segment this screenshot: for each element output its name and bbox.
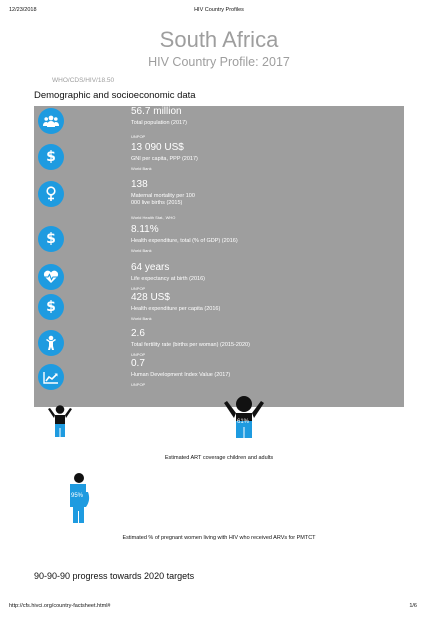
row-label: Total population (2017) bbox=[131, 120, 187, 126]
row-source: UNPOP bbox=[131, 382, 146, 387]
print-date: 12/23/2018 bbox=[9, 7, 37, 13]
row-source: UNPOP bbox=[131, 352, 146, 357]
row-source: UNPOP bbox=[131, 286, 146, 291]
demographic-heading: Demographic and socioeconomic data bbox=[34, 90, 196, 101]
print-page-title: HIV Country Profiles bbox=[194, 7, 244, 13]
demographic-row bbox=[34, 224, 404, 262]
ninety-heading: 90-90-90 progress towards 2020 targets bbox=[34, 571, 195, 581]
pmtct-caption: Estimated % of pregnant women living with HIV who received ARVs for PMTCT bbox=[122, 535, 316, 541]
row-source: World Bank bbox=[131, 166, 152, 171]
row-value: 428 US$ bbox=[131, 292, 170, 303]
profile-subtitle: HIV Country Profile: 2017 bbox=[148, 55, 290, 69]
row-source: World Health Stat., WHO bbox=[131, 215, 176, 220]
dollar-icon: $ bbox=[38, 144, 64, 170]
demographic-row bbox=[34, 142, 404, 180]
demographic-row bbox=[34, 292, 404, 330]
row-label: Maternal mortality per 100 000 live births (2015) bbox=[131, 193, 195, 206]
row-label: Life expectancy at birth (2016) bbox=[131, 276, 205, 282]
demographic-row bbox=[34, 106, 404, 144]
pregnant-woman-icon bbox=[67, 473, 91, 528]
row-source: UNPOP bbox=[131, 134, 146, 139]
row-label: GNI per capita, PPP (2017) bbox=[131, 156, 198, 162]
row-value: 0.7 bbox=[131, 358, 145, 369]
row-value: 138 bbox=[131, 179, 148, 190]
dollar-icon: $ bbox=[38, 226, 64, 252]
child-figure-icon bbox=[48, 405, 72, 442]
row-value: 2.6 bbox=[131, 328, 145, 339]
trend-chart-icon bbox=[38, 364, 64, 390]
row-value: 13 090 US$ bbox=[131, 142, 184, 153]
row-label: Health expenditure, total (% of GDP) (2016) bbox=[131, 238, 238, 244]
demographic-panel bbox=[34, 106, 404, 407]
demographic-row bbox=[34, 358, 404, 396]
people-group-icon bbox=[38, 108, 64, 134]
demographic-row bbox=[34, 179, 404, 220]
female-icon bbox=[38, 181, 64, 207]
art-coverage-caption: Estimated ART coverage children and adults bbox=[164, 455, 274, 461]
dollar-icon: $ bbox=[38, 294, 64, 320]
heart-pulse-icon bbox=[38, 264, 64, 290]
pmtct-value: 95% bbox=[71, 493, 84, 499]
row-label: Total fertility rate (births per woman) (2015-2020) bbox=[131, 342, 250, 348]
adult-art-value: 61% bbox=[237, 419, 250, 425]
row-value: 64 years bbox=[131, 262, 170, 273]
row-label: Health expenditure per capita (2016) bbox=[131, 306, 221, 312]
baby-icon bbox=[38, 330, 64, 356]
page-number: 1/6 bbox=[409, 603, 417, 609]
row-source: World Bank bbox=[131, 316, 152, 321]
country-title: South Africa bbox=[159, 27, 279, 52]
row-value: 8.11% bbox=[131, 224, 159, 235]
row-source: World Bank bbox=[131, 248, 152, 253]
document-id: WHO/CDS/HIV/18.50 bbox=[52, 77, 115, 84]
row-label: Human Development Index Value (2017) bbox=[131, 372, 231, 378]
row-value: 56.7 million bbox=[131, 106, 182, 117]
page-url[interactable]: http://cfs.hivci.org/country-factsheet.html# bbox=[9, 603, 111, 609]
